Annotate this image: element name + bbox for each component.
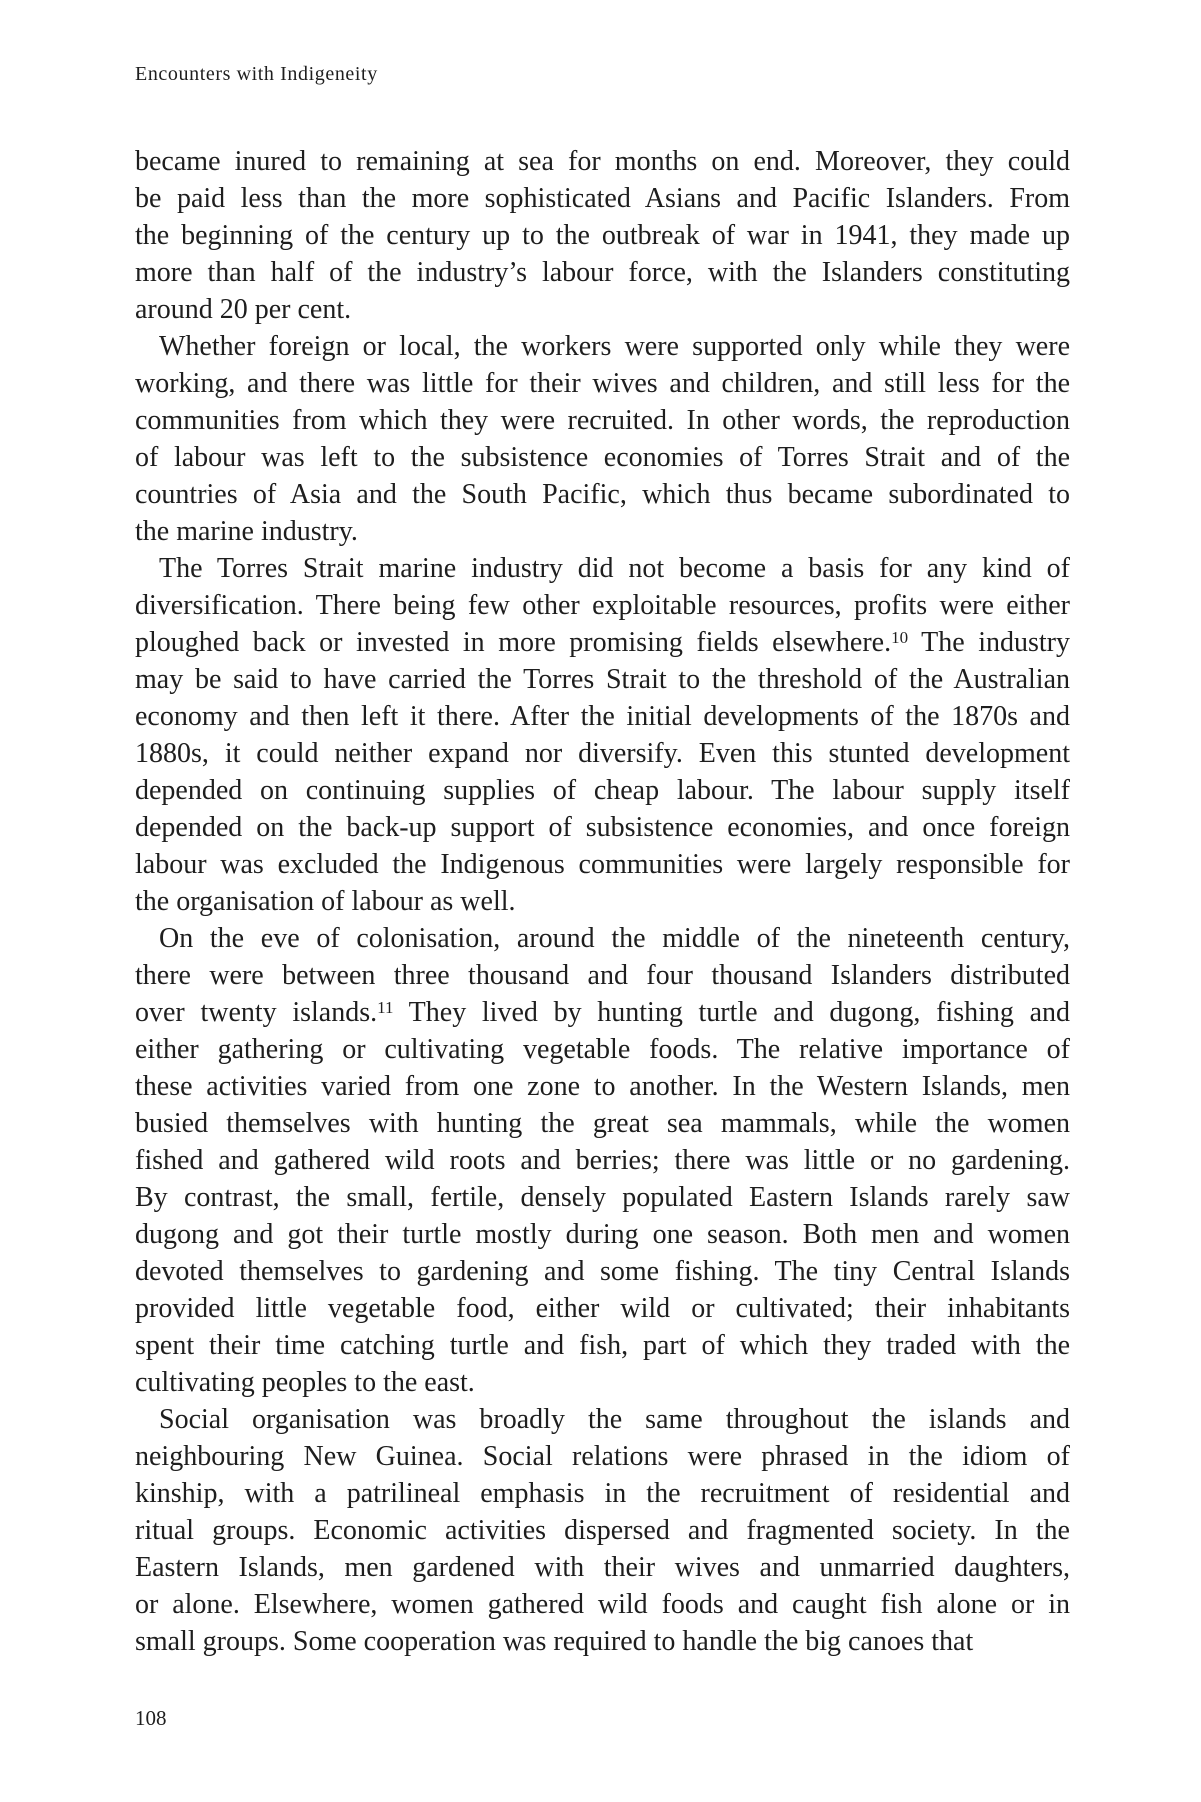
text-line: By contrast, the small, fertile, densely populated Eastern Islands rarely saw bbox=[135, 1182, 1070, 1213]
paragraph bbox=[135, 1401, 1070, 1660]
paragraph bbox=[135, 550, 1070, 920]
text-line: ploughed back or invested in more promising fields elsewhere.$^{10}$ The industry bbox=[135, 627, 1070, 658]
text-line: depended on continuing supplies of cheap labour. The labour supply itself bbox=[135, 775, 1070, 806]
text-line: busied themselves with hunting the great sea mammals, while the women bbox=[135, 1108, 1070, 1139]
text-line: the organisation of labour as well. bbox=[135, 886, 516, 917]
text-line: be paid less than the more sophisticated Asians and Pacific Islanders. From bbox=[135, 183, 1070, 214]
text-line: provided little vegetable food, either wild or cultivated; their inhabitants bbox=[135, 1293, 1070, 1324]
page-number: 108 bbox=[135, 1706, 167, 1730]
text-line: more than half of the industry’s labour force, with the Islanders constituting bbox=[135, 257, 1070, 288]
body-text bbox=[135, 143, 1070, 1660]
footnote-reference: 11 bbox=[377, 998, 394, 1018]
text-line: over twenty islands.$^{11}$ They lived by hunting turtle and dugong, fishing and bbox=[135, 997, 1070, 1028]
text-line: countries of Asia and the South Pacific, which thus became subordinated to bbox=[135, 479, 1070, 510]
text-line: fished and gathered wild roots and berries; there was little or no gardening. bbox=[135, 1145, 1070, 1176]
text-line: communities from which they were recruited. In other words, the reproduction bbox=[135, 405, 1070, 436]
text-line: labour was excluded the Indigenous communities were largely responsible for bbox=[135, 849, 1070, 880]
text-line: small groups. Some cooperation was required to handle the big canoes that bbox=[135, 1626, 974, 1657]
text-line: spent their time catching turtle and fish, part of which they traded with the bbox=[135, 1330, 1070, 1361]
text-line: Social organisation was broadly the same throughout the islands and bbox=[159, 1404, 1070, 1435]
text-line: kinship, with a patrilineal emphasis in the recruitment of residential and bbox=[135, 1478, 1070, 1509]
text-line: working, and there was little for their wives and children, and still less for the bbox=[135, 368, 1070, 399]
text-line: these activities varied from one zone to another. In the Western Islands, men bbox=[135, 1071, 1070, 1102]
text-line: devoted themselves to gardening and some fishing. The tiny Central Islands bbox=[135, 1256, 1070, 1287]
text-line: ritual groups. Economic activities dispersed and fragmented society. In the bbox=[135, 1515, 1070, 1546]
text-line: or alone. Elsewhere, women gathered wild foods and caught fish alone or in bbox=[135, 1589, 1070, 1620]
text-line: the marine industry. bbox=[135, 516, 358, 547]
text-line: Eastern Islands, men gardened with their wives and unmarried daughters, bbox=[135, 1552, 1070, 1583]
text-line: On the eve of colonisation, around the middle of the nineteenth century, bbox=[159, 923, 1070, 954]
text-line: of labour was left to the subsistence economies of Torres Strait and of the bbox=[135, 442, 1070, 473]
text-line: dugong and got their turtle mostly during one season. Both men and women bbox=[135, 1219, 1070, 1250]
text-line: around 20 per cent. bbox=[135, 294, 352, 325]
text-line: 1880s, it could neither expand nor diversify. Even this stunted development bbox=[135, 738, 1070, 769]
paragraph bbox=[135, 328, 1070, 550]
text-line: depended on the back-up support of subsistence economies, and once foreign bbox=[135, 812, 1070, 843]
paragraph bbox=[135, 920, 1070, 1401]
text-line: Whether foreign or local, the workers were supported only while they were bbox=[159, 331, 1070, 362]
text-line: diversification. There being few other exploitable resources, profits were either bbox=[135, 590, 1070, 621]
footnote-reference: 10 bbox=[891, 628, 909, 648]
text-line: neighbouring New Guinea. Social relations were phrased in the idiom of bbox=[135, 1441, 1070, 1472]
text-line: either gathering or cultivating vegetable foods. The relative importance of bbox=[135, 1034, 1070, 1065]
text-line: cultivating peoples to the east. bbox=[135, 1367, 475, 1398]
text-line: may be said to have carried the Torres Strait to the threshold of the Australian bbox=[135, 664, 1070, 695]
text-line: became inured to remaining at sea for months on end. Moreover, they could bbox=[135, 146, 1070, 177]
text-line: there were between three thousand and four thousand Islanders distributed bbox=[135, 960, 1070, 991]
running-header: Encounters with Indigeneity bbox=[135, 63, 378, 85]
paragraph bbox=[135, 143, 1070, 328]
text-line: economy and then left it there. After the initial developments of the 1870s and bbox=[135, 701, 1070, 732]
text-line: The Torres Strait marine industry did not become a basis for any kind of bbox=[159, 553, 1070, 584]
text-line: the beginning of the century up to the outbreak of war in 1941, they made up bbox=[135, 220, 1070, 251]
